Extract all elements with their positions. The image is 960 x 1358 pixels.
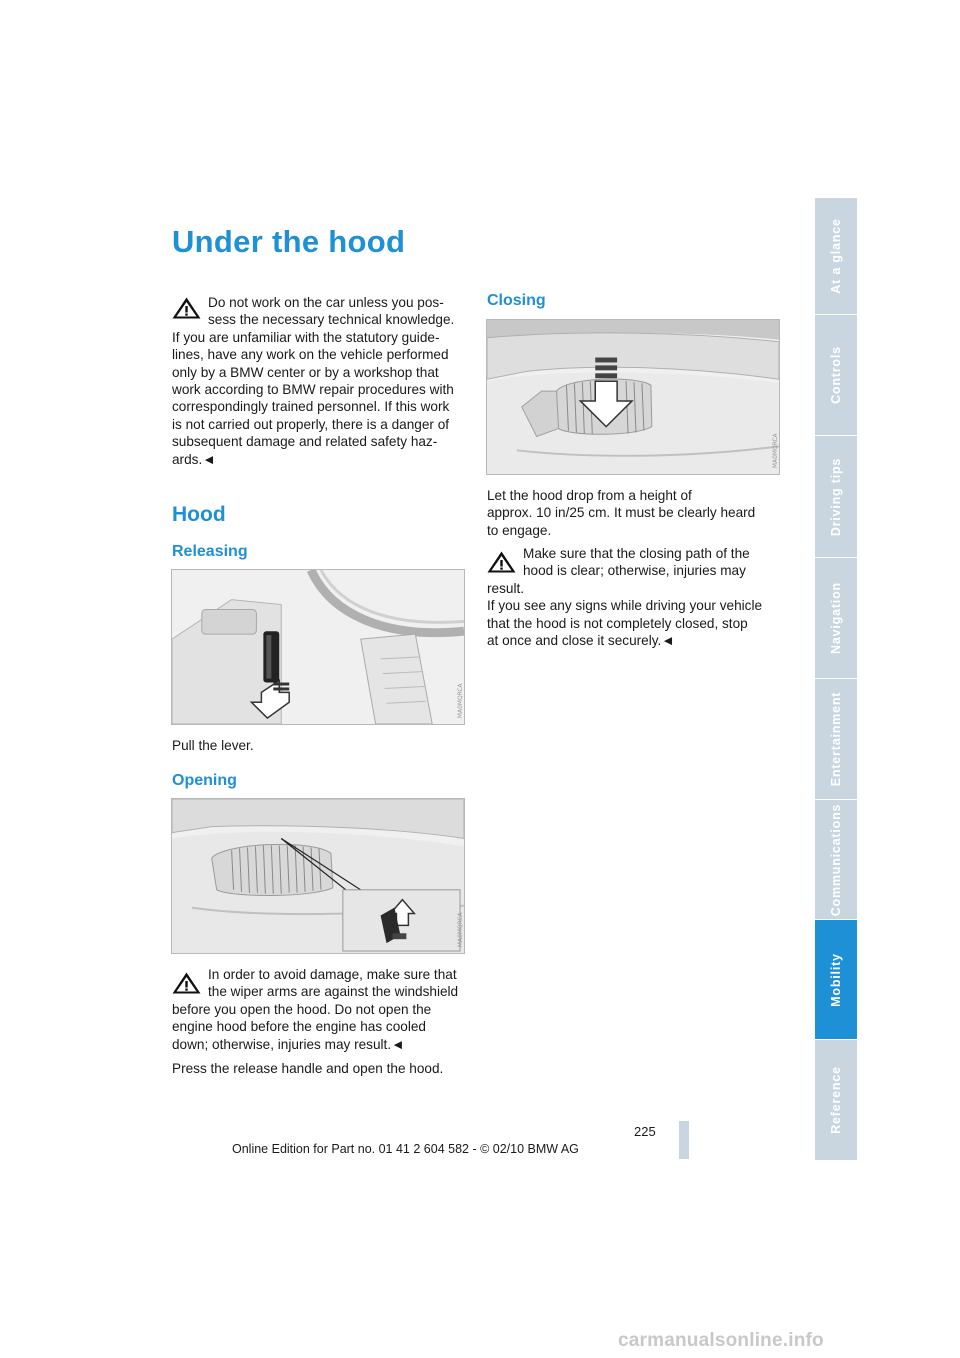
page-title: Under the hood — [172, 224, 406, 259]
warning-text-line: hood is clear; otherwise, injuries may — [523, 563, 746, 579]
warning-text-line: work according to BMW repair procedures with — [172, 382, 454, 397]
closing-illustration — [486, 319, 780, 475]
tab-label: Entertainment — [829, 691, 843, 787]
tab-at-a-glance[interactable] — [815, 198, 857, 315]
warning-text-line: Do not work on the car unless you pos- — [208, 295, 444, 310]
warning-text-line: subsequent damage and related safety haz- — [172, 434, 438, 450]
warning-text-line: ards.◄ — [172, 451, 216, 467]
releasing-text: Pull the lever. — [172, 738, 254, 753]
warning-text-line: the wiper arms are against the windshield — [208, 984, 459, 1000]
warning-text-line: at once and close it securely.◄ — [487, 633, 675, 648]
footer-text: Online Edition for Part no. 01 41 2 604 582 - © 02/10 BMW AG — [232, 1142, 579, 1156]
releasing-illustration — [171, 569, 465, 725]
warning-text-line: that the hood is not completely closed, stop — [487, 615, 748, 631]
tab-label: Mobility — [829, 952, 843, 1007]
warning-text-line: In order to avoid damage, make sure that — [208, 967, 457, 982]
warning-text-line: down; otherwise, injuries may result.◄ — [172, 1036, 405, 1052]
chapter-tabs — [815, 198, 857, 1161]
warning-text-line: sess the necessary technical knowledge. — [208, 312, 455, 328]
svg-text:MA0MQRCA: MA0MQRCA — [456, 683, 464, 719]
opening-text: Press the release handle and open the hood. — [172, 1061, 444, 1076]
warning-icon — [171, 971, 202, 995]
watermark: carmanualsonline.info — [618, 1330, 824, 1351]
warning-text-line: engine hood before the engine has cooled — [172, 1019, 426, 1035]
warning-text-line: If you are unfamiliar with the statutory guide- — [172, 329, 440, 345]
warning-text-line: Make sure that the closing path of the — [523, 546, 750, 561]
closing-text-line: to engage. — [487, 522, 552, 538]
warning-text-line: If you see any signs while driving your vehicle — [487, 598, 763, 614]
tab-reference[interactable] — [815, 1040, 857, 1161]
warning-icon — [171, 296, 202, 320]
warning-text-line: result. — [487, 580, 525, 596]
warning-text-line: is not carried out properly, there is a danger of — [172, 416, 450, 432]
warning-icon — [486, 550, 517, 574]
warning-text-line: before you open the hood. Do not open the — [172, 1001, 432, 1017]
tab-driving-tips[interactable] — [815, 436, 857, 558]
opening-illustration — [171, 798, 465, 954]
tab-communications[interactable] — [815, 800, 857, 920]
tab-label: Reference — [829, 1066, 843, 1134]
svg-text:MA0MQRCA: MA0MQRCA — [456, 912, 464, 948]
subheading-closing: Closing — [487, 292, 546, 309]
svg-text:MA0MQRCA: MA0MQRCA — [771, 433, 779, 469]
warning-text-line: only by a BMW center or by a workshop that — [172, 364, 439, 380]
tab-navigation[interactable] — [815, 558, 857, 679]
tab-mobility[interactable] — [815, 920, 857, 1040]
warning-text-line: lines, have any work on the vehicle performed — [172, 347, 449, 363]
subheading-opening: Opening — [172, 772, 237, 789]
tab-controls[interactable] — [815, 315, 857, 436]
page-marker — [679, 1121, 689, 1159]
tab-label: At a glance — [829, 218, 843, 294]
tab-label: Communications — [829, 803, 843, 916]
page-number: 225 — [634, 1124, 656, 1139]
section-heading-hood: Hood — [172, 503, 226, 526]
warning-text-line: correspondingly trained personnel. If this work — [172, 399, 450, 415]
closing-text-line: Let the hood drop from a height of — [487, 488, 692, 503]
tab-label: Driving tips — [829, 457, 843, 536]
subheading-releasing: Releasing — [172, 543, 248, 560]
closing-text-line: approx. 10 in/25 cm. It must be clearly heard — [487, 505, 756, 521]
tab-label: Navigation — [829, 582, 843, 654]
tab-label: Controls — [829, 346, 843, 404]
tab-entertainment[interactable] — [815, 679, 857, 800]
